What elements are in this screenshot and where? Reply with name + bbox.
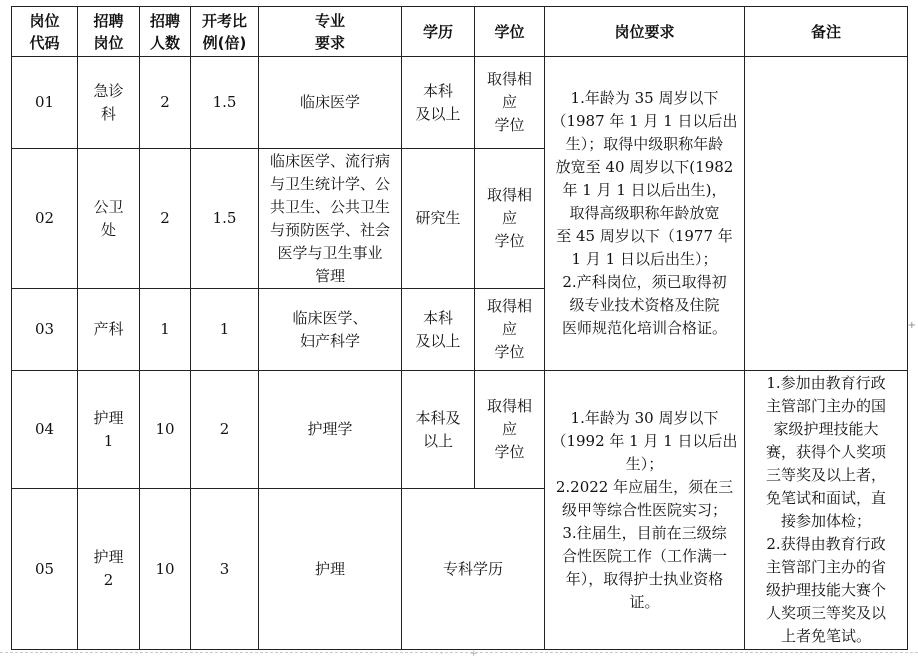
cell-count: 2 (140, 57, 191, 149)
cell-count: 10 (140, 489, 191, 650)
cell-degree: 取得相 应 学位 (475, 371, 545, 489)
cell-ratio: 1 (191, 289, 259, 371)
page-bottom-rule (0, 652, 918, 653)
cell-education-degree: 专科学历 (402, 489, 545, 650)
cell-degree: 取得相 应 学位 (475, 57, 545, 149)
header-remarks: 备注 (745, 7, 908, 57)
cell-ratio: 2 (191, 371, 259, 489)
header-requirements: 岗位要求 (545, 7, 745, 57)
cell-ratio: 3 (191, 489, 259, 650)
footer-mark-plus: + (470, 649, 478, 659)
cell-education: 本科 及以上 (402, 289, 475, 371)
table-row (12, 57, 908, 149)
cell-requirements-nurse: 1.年龄为 30 周岁以下 （1992 年 1 月 1 日以后出 生）； 2.2022 年应届生，须在三 级甲等综合性医院实习； 3.往届生，目前在三级综 合性医院工作（工作满一 年），取得护士执业资格 证。 (545, 371, 745, 650)
cell-major: 护理 (259, 489, 402, 650)
header-row (12, 7, 908, 57)
cell-education: 研究生 (402, 149, 475, 289)
cell-ratio: 1.5 (191, 57, 259, 149)
cell-position: 急诊 科 (78, 57, 140, 149)
header-ratio: 开考比 例(倍) (191, 7, 259, 57)
cell-degree: 取得相 应 学位 (475, 149, 545, 289)
cell-position: 产科 (78, 289, 140, 371)
cell-position: 护理 2 (78, 489, 140, 650)
cell-position: 公卫 处 (78, 149, 140, 289)
cell-code: 01 (12, 57, 78, 149)
header-code: 岗位 代码 (12, 7, 78, 57)
cell-code: 04 (12, 371, 78, 489)
header-count: 招聘 人数 (140, 7, 191, 57)
header-major: 专业 要求 (259, 7, 402, 57)
recruitment-table (11, 6, 908, 650)
table-resize-handle[interactable]: + (907, 320, 916, 331)
cell-degree: 取得相 应 学位 (475, 289, 545, 371)
cell-count: 2 (140, 149, 191, 289)
cell-code: 05 (12, 489, 78, 650)
cell-education: 本科 及以上 (402, 57, 475, 149)
cell-major: 临床医学、 妇产科学 (259, 289, 402, 371)
cell-remarks-empty (745, 57, 908, 371)
cell-major: 临床医学 (259, 57, 402, 149)
cell-ratio: 1.5 (191, 149, 259, 289)
cell-education: 本科及 以上 (402, 371, 475, 489)
cell-count: 10 (140, 371, 191, 489)
cell-requirements-doctor: 1.年龄为 35 周岁以下 （1987 年 1 月 1 日以后出 生）；取得中级职称年龄 放宽至 40 周岁以下(1982 年 1 月 1 日以后出生)， 取得高级职称年龄放宽 至 45 周岁以下（1977 年 1 月 1 日以后出生）； 2.产科岗位，须已取得初 级专业技术资格及住院 医师规范化培训合格证。 (545, 57, 745, 371)
footer-mark-dot: · (440, 649, 443, 659)
cell-position: 护理 1 (78, 371, 140, 489)
header-degree: 学位 (475, 7, 545, 57)
cell-code: 02 (12, 149, 78, 289)
cell-count: 1 (140, 289, 191, 371)
cell-remarks-nurse: 1.参加由教育行政 主管部门主办的国 家级护理技能大 赛，获得个人奖项 三等奖及以上者， 免笔试和面试，直 接参加体检； 2.获得由教育行政 主管部门主办的省 级护理技能大赛个 人奖项三等奖及以 上者免笔试。 (745, 371, 908, 650)
header-position: 招聘 岗位 (78, 7, 140, 57)
table-row (12, 371, 908, 489)
cell-major: 护理学 (259, 371, 402, 489)
header-education: 学历 (402, 7, 475, 57)
cell-code: 03 (12, 289, 78, 371)
cell-major: 临床医学、流行病 与卫生统计学、公 共卫生、公共卫生 与预防医学、社会 医学与卫生事业 管理 (259, 149, 402, 289)
